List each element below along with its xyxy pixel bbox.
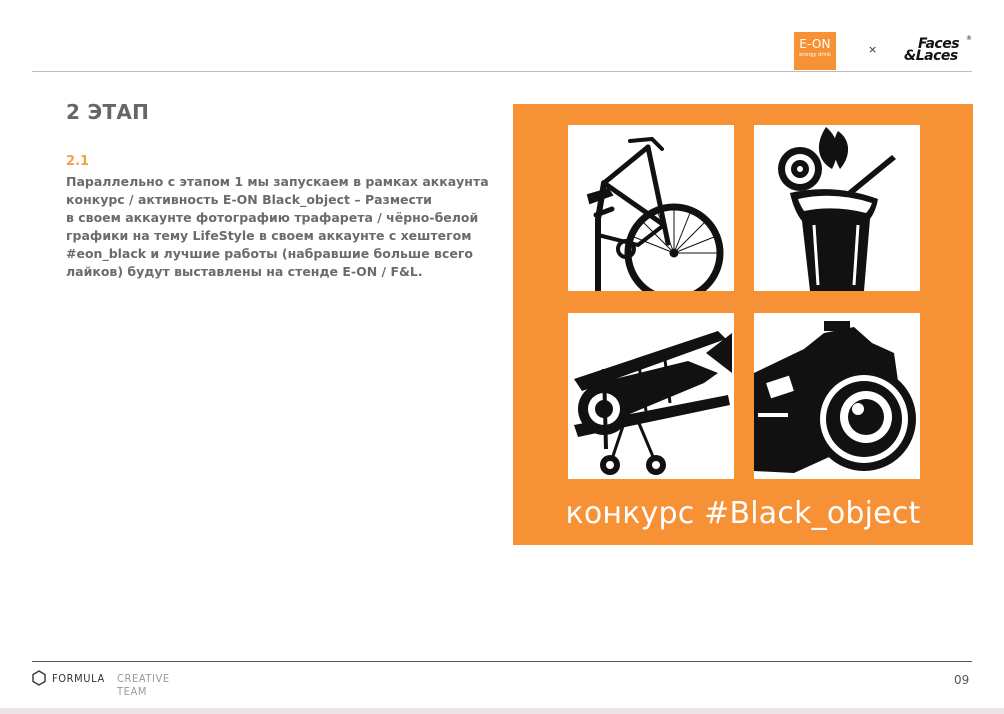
page-number: 09 [954, 673, 970, 687]
eon-logo-text: E-ON [799, 37, 831, 51]
bicycle-icon [568, 125, 734, 291]
biplane-tile [568, 313, 734, 479]
footer-brand-tagline: CREATIVE TEAM [117, 672, 170, 698]
cocktail-glass-icon [754, 125, 920, 291]
biplane-icon [568, 313, 734, 479]
bottom-strip [0, 708, 1004, 714]
paragraph-line: #eon_black и лучшие работы (набравшие больше всего [66, 246, 473, 261]
faces-laces-logo-line2: &Laces [904, 48, 958, 64]
paragraph-line: конкурс / активность E-ON Black_object – Размести [66, 192, 432, 207]
description-paragraph [66, 173, 506, 281]
faces-laces-logo [900, 37, 972, 67]
contest-caption: конкурс #Black_object [565, 496, 921, 531]
paragraph-line: лайков) будут выставлены на стенде E-ON / F&L. [66, 264, 423, 279]
camera-icon [754, 313, 920, 479]
header-divider [32, 71, 972, 72]
hexagon-icon [32, 670, 46, 686]
collaboration-separator: × [868, 43, 878, 56]
page-title: 2 ЭТАП [66, 100, 150, 124]
registered-mark: ® [966, 35, 972, 42]
footer-divider [32, 661, 972, 662]
footer-brand-name: FORMULA [52, 672, 105, 685]
camera-tile [754, 313, 920, 479]
bicycle-tile [568, 125, 734, 291]
eon-logo-subtext: energy drink [799, 52, 831, 58]
faces-laces-logo-line1: Faces [918, 36, 960, 52]
section-number: 2.1 [66, 154, 90, 169]
paragraph-line: графики на тему LifeStyle в своем аккаунте с хештегом [66, 228, 472, 243]
cocktail-tile [754, 125, 920, 291]
eon-logo [794, 32, 836, 70]
contest-image-panel [513, 104, 973, 545]
paragraph-line: в своем аккаунте фотографию трафарета / чёрно-белой [66, 210, 479, 225]
paragraph-line: Параллельно с этапом 1 мы запускаем в рамках аккаунта [66, 174, 489, 189]
